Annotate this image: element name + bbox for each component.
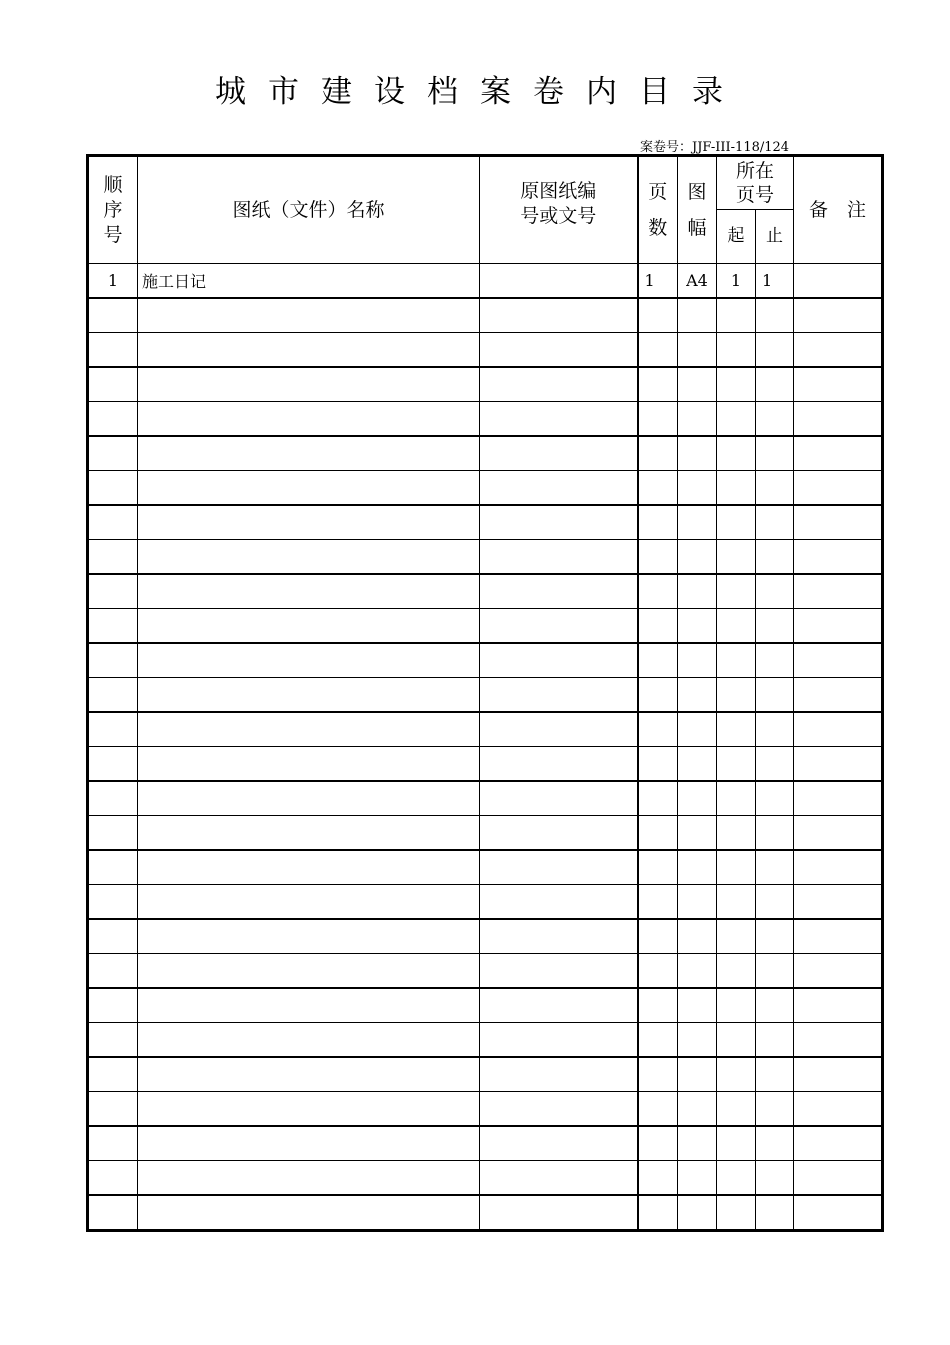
cell-remark — [794, 919, 883, 954]
cell-seq — [88, 574, 138, 609]
cell-size — [678, 298, 717, 333]
cell-end — [756, 919, 794, 954]
cell-remark — [794, 1057, 883, 1092]
cell-end — [756, 885, 794, 920]
cell-seq — [88, 747, 138, 782]
cell-original-number — [480, 816, 638, 851]
cell-start — [717, 1195, 756, 1231]
cell-size — [678, 1057, 717, 1092]
cell-original-number — [480, 885, 638, 920]
cell-remark — [794, 609, 883, 644]
cell-start — [717, 1126, 756, 1161]
cell-size — [678, 402, 717, 437]
table-row — [88, 367, 883, 402]
cell-start — [717, 885, 756, 920]
cell-original-number — [480, 988, 638, 1023]
cell-remark — [794, 471, 883, 506]
cell-size — [678, 643, 717, 678]
cell-name — [138, 712, 480, 747]
cell-size — [678, 367, 717, 402]
cell-start — [717, 643, 756, 678]
cell-size: A4 — [678, 264, 717, 299]
cell-end — [756, 609, 794, 644]
cell-size — [678, 747, 717, 782]
cell-remark — [794, 850, 883, 885]
cell-pages — [638, 298, 678, 333]
cell-pages — [638, 1092, 678, 1127]
cell-pages — [638, 471, 678, 506]
cell-original-number — [480, 1195, 638, 1231]
cell-pages — [638, 816, 678, 851]
cell-pages — [638, 885, 678, 920]
cell-remark — [794, 954, 883, 989]
cell-seq — [88, 1023, 138, 1058]
header-end: 止 — [756, 210, 794, 264]
cell-start — [717, 781, 756, 816]
cell-remark — [794, 1195, 883, 1231]
cell-original-number — [480, 747, 638, 782]
cell-size — [678, 988, 717, 1023]
cell-seq — [88, 1195, 138, 1231]
table-row — [88, 1057, 883, 1092]
table-row — [88, 678, 883, 713]
cell-start — [717, 574, 756, 609]
header-page-location: 所在 页号 — [717, 156, 794, 210]
header-pages: 页 数 — [638, 156, 678, 264]
cell-end — [756, 298, 794, 333]
cell-size — [678, 1161, 717, 1196]
cell-size — [678, 1023, 717, 1058]
cell-pages — [638, 1126, 678, 1161]
cell-name — [138, 850, 480, 885]
cell-original-number — [480, 574, 638, 609]
cell-remark — [794, 402, 883, 437]
cell-end — [756, 988, 794, 1023]
cell-end — [756, 402, 794, 437]
cell-remark — [794, 747, 883, 782]
cell-pages: 1 — [638, 264, 678, 299]
table-row — [88, 333, 883, 368]
cell-seq — [88, 1161, 138, 1196]
cell-seq — [88, 919, 138, 954]
cell-name — [138, 333, 480, 368]
header-name: 图纸（文件）名称 — [138, 156, 480, 264]
cell-seq — [88, 850, 138, 885]
cell-remark — [794, 574, 883, 609]
cell-seq — [88, 402, 138, 437]
cell-pages — [638, 712, 678, 747]
cell-remark — [794, 988, 883, 1023]
cell-end — [756, 712, 794, 747]
cell-original-number — [480, 954, 638, 989]
table-row — [88, 298, 883, 333]
cell-size — [678, 678, 717, 713]
cell-name — [138, 919, 480, 954]
cell-size — [678, 919, 717, 954]
table-row — [88, 1126, 883, 1161]
cell-pages — [638, 1023, 678, 1058]
cell-size — [678, 885, 717, 920]
cell-name — [138, 781, 480, 816]
cell-seq — [88, 471, 138, 506]
cell-pages — [638, 988, 678, 1023]
cell-size — [678, 540, 717, 575]
cell-seq — [88, 781, 138, 816]
cell-seq — [88, 988, 138, 1023]
cell-start — [717, 850, 756, 885]
cell-remark — [794, 643, 883, 678]
cell-seq — [88, 436, 138, 471]
cell-name — [138, 678, 480, 713]
cell-pages — [638, 609, 678, 644]
cell-name — [138, 1023, 480, 1058]
cell-size — [678, 1195, 717, 1231]
header-start: 起 — [717, 210, 756, 264]
cell-seq — [88, 609, 138, 644]
cell-start — [717, 540, 756, 575]
cell-name — [138, 1161, 480, 1196]
cell-remark — [794, 678, 883, 713]
cell-start — [717, 816, 756, 851]
cell-original-number — [480, 609, 638, 644]
cell-size — [678, 436, 717, 471]
cell-original-number — [480, 540, 638, 575]
cell-remark — [794, 264, 883, 299]
cell-seq — [88, 1126, 138, 1161]
cell-name — [138, 540, 480, 575]
cell-pages — [638, 402, 678, 437]
cell-name — [138, 471, 480, 506]
cell-original-number — [480, 643, 638, 678]
cell-size — [678, 471, 717, 506]
cell-remark — [794, 298, 883, 333]
table-row — [88, 643, 883, 678]
table-row — [88, 747, 883, 782]
cell-name — [138, 643, 480, 678]
cell-size — [678, 816, 717, 851]
cell-pages — [638, 574, 678, 609]
cell-pages — [638, 540, 678, 575]
table-row — [88, 609, 883, 644]
cell-end — [756, 367, 794, 402]
cell-size — [678, 333, 717, 368]
cell-end — [756, 643, 794, 678]
table-row — [88, 471, 883, 506]
cell-size — [678, 574, 717, 609]
cell-name — [138, 1195, 480, 1231]
cell-name: 施工日记 — [138, 264, 480, 299]
cell-pages — [638, 919, 678, 954]
cell-remark — [794, 367, 883, 402]
cell-start — [717, 333, 756, 368]
cell-size — [678, 1126, 717, 1161]
cell-original-number — [480, 1092, 638, 1127]
cell-end — [756, 1161, 794, 1196]
cell-end — [756, 471, 794, 506]
cell-name — [138, 505, 480, 540]
cell-original-number — [480, 471, 638, 506]
cell-original-number — [480, 367, 638, 402]
cell-pages — [638, 678, 678, 713]
cell-pages — [638, 781, 678, 816]
cell-start — [717, 367, 756, 402]
cell-size — [678, 954, 717, 989]
table-row — [88, 954, 883, 989]
cell-pages — [638, 747, 678, 782]
table-row — [88, 1092, 883, 1127]
table-row — [88, 781, 883, 816]
cell-end — [756, 1023, 794, 1058]
cell-end: 1 — [756, 264, 794, 299]
cell-size — [678, 712, 717, 747]
cell-seq — [88, 816, 138, 851]
cell-pages — [638, 436, 678, 471]
cell-seq — [88, 1092, 138, 1127]
cell-size — [678, 609, 717, 644]
cell-start — [717, 1023, 756, 1058]
table-row — [88, 885, 883, 920]
cell-name — [138, 402, 480, 437]
table-row — [88, 919, 883, 954]
cell-original-number — [480, 1126, 638, 1161]
cell-pages — [638, 1057, 678, 1092]
cell-start — [717, 436, 756, 471]
cell-original-number — [480, 850, 638, 885]
cell-original-number — [480, 919, 638, 954]
table-row — [88, 850, 883, 885]
cell-seq: 1 — [88, 264, 138, 299]
cell-start — [717, 919, 756, 954]
cell-start — [717, 988, 756, 1023]
cell-start — [717, 1092, 756, 1127]
cell-seq — [88, 298, 138, 333]
file-number: 案卷号：JJF-III-118/124 — [640, 140, 790, 155]
cell-remark — [794, 781, 883, 816]
cell-pages — [638, 505, 678, 540]
cell-pages — [638, 333, 678, 368]
cell-pages — [638, 643, 678, 678]
cell-end — [756, 333, 794, 368]
cell-end — [756, 816, 794, 851]
cell-start — [717, 505, 756, 540]
cell-original-number — [480, 1057, 638, 1092]
cell-start — [717, 471, 756, 506]
cell-end — [756, 1057, 794, 1092]
cell-seq — [88, 643, 138, 678]
cell-end — [756, 1092, 794, 1127]
cell-pages — [638, 367, 678, 402]
cell-start — [717, 609, 756, 644]
cell-pages — [638, 850, 678, 885]
header-seq: 顺 序 号 — [88, 156, 138, 264]
cell-start — [717, 954, 756, 989]
cell-name — [138, 954, 480, 989]
cell-original-number — [480, 436, 638, 471]
cell-seq — [88, 678, 138, 713]
cell-name — [138, 747, 480, 782]
cell-remark — [794, 885, 883, 920]
cell-end — [756, 954, 794, 989]
cell-original-number — [480, 1161, 638, 1196]
cell-original-number — [480, 505, 638, 540]
table-row — [88, 402, 883, 437]
cell-end — [756, 678, 794, 713]
header-remark: 备 注 — [794, 156, 883, 264]
cell-name — [138, 1092, 480, 1127]
table-row — [88, 1195, 883, 1231]
table-row — [88, 988, 883, 1023]
cell-original-number — [480, 1023, 638, 1058]
cell-original-number — [480, 781, 638, 816]
cell-end — [756, 850, 794, 885]
cell-remark — [794, 1023, 883, 1058]
cell-size — [678, 505, 717, 540]
cell-name — [138, 885, 480, 920]
table-row — [88, 505, 883, 540]
cell-name — [138, 1057, 480, 1092]
cell-name — [138, 988, 480, 1023]
cell-end — [756, 781, 794, 816]
cell-original-number — [480, 678, 638, 713]
cell-start — [717, 402, 756, 437]
cell-name — [138, 298, 480, 333]
cell-name — [138, 816, 480, 851]
cell-start — [717, 678, 756, 713]
header-size: 图 幅 — [678, 156, 717, 264]
cell-end — [756, 540, 794, 575]
header-original-number: 原图纸编 号或文号 — [480, 156, 638, 264]
table-row — [88, 1161, 883, 1196]
cell-original-number — [480, 333, 638, 368]
table-row — [88, 712, 883, 747]
cell-size — [678, 1092, 717, 1127]
cell-name — [138, 574, 480, 609]
cell-remark — [794, 333, 883, 368]
cell-original-number — [480, 712, 638, 747]
cell-seq — [88, 367, 138, 402]
cell-size — [678, 781, 717, 816]
cell-start — [717, 298, 756, 333]
table-row — [88, 574, 883, 609]
cell-seq — [88, 885, 138, 920]
cell-end — [756, 1195, 794, 1231]
cell-end — [756, 747, 794, 782]
cell-seq — [88, 1057, 138, 1092]
table-row — [88, 816, 883, 851]
cell-remark — [794, 505, 883, 540]
cell-start — [717, 747, 756, 782]
cell-seq — [88, 712, 138, 747]
cell-pages — [638, 1195, 678, 1231]
cell-start — [717, 1161, 756, 1196]
cell-seq — [88, 540, 138, 575]
cell-name — [138, 1126, 480, 1161]
cell-end — [756, 436, 794, 471]
cell-original-number — [480, 298, 638, 333]
cell-seq — [88, 505, 138, 540]
cell-size — [678, 850, 717, 885]
cell-original-number — [480, 264, 638, 299]
cell-end — [756, 505, 794, 540]
catalog-table — [86, 154, 884, 1232]
page-title: 城市建设档案卷内目录 — [215, 74, 745, 110]
table-row — [88, 264, 883, 299]
cell-original-number — [480, 402, 638, 437]
cell-start — [717, 1057, 756, 1092]
cell-remark — [794, 436, 883, 471]
cell-pages — [638, 954, 678, 989]
cell-remark — [794, 816, 883, 851]
table-row — [88, 436, 883, 471]
cell-end — [756, 574, 794, 609]
cell-seq — [88, 333, 138, 368]
cell-end — [756, 1126, 794, 1161]
cell-remark — [794, 1161, 883, 1196]
cell-seq — [88, 954, 138, 989]
cell-remark — [794, 540, 883, 575]
cell-name — [138, 609, 480, 644]
cell-pages — [638, 1161, 678, 1196]
table-row — [88, 540, 883, 575]
cell-start — [717, 712, 756, 747]
cell-start: 1 — [717, 264, 756, 299]
cell-remark — [794, 1092, 883, 1127]
cell-remark — [794, 712, 883, 747]
table-row — [88, 1023, 883, 1058]
cell-name — [138, 436, 480, 471]
cell-remark — [794, 1126, 883, 1161]
cell-name — [138, 367, 480, 402]
